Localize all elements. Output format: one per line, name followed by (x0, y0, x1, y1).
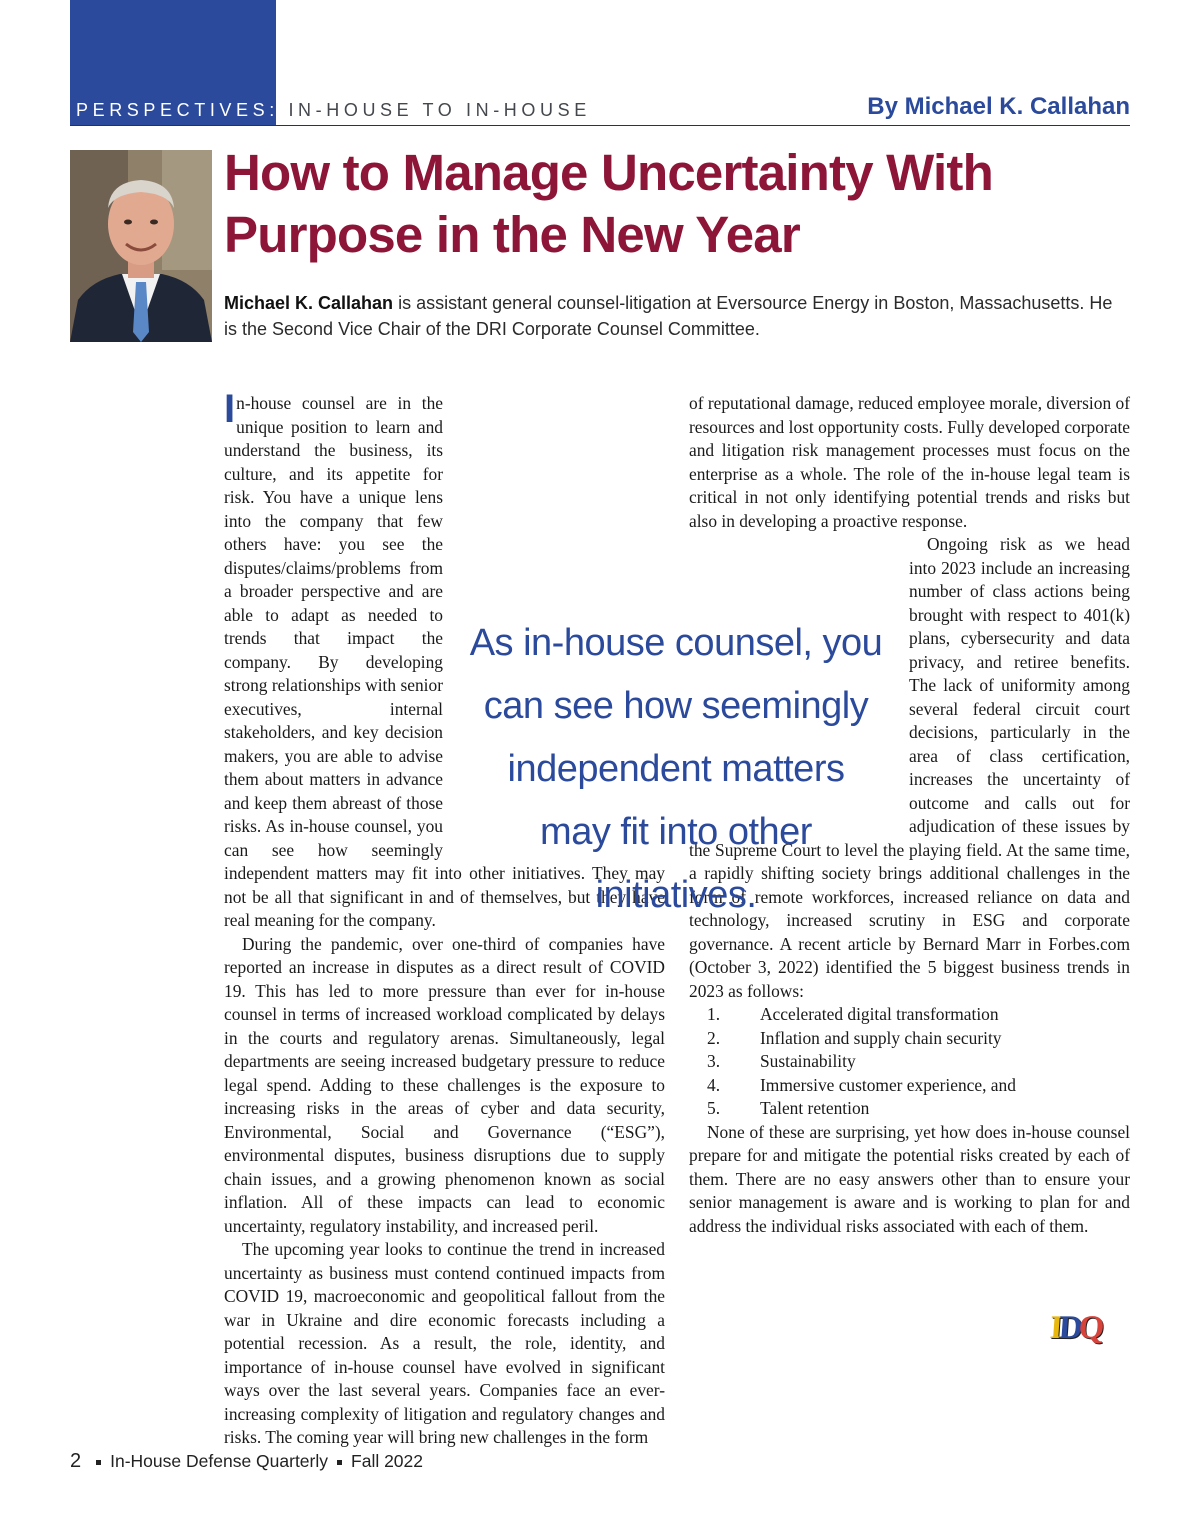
list-item-number: 1. (707, 1004, 721, 1024)
logo-letter-i: I (1048, 1310, 1061, 1346)
section-label-primary: PERSPECTIVES: (76, 100, 279, 120)
list-item-text: Talent retention (760, 1098, 870, 1118)
trends-list (689, 1003, 1130, 1121)
list-item (689, 1027, 1130, 1051)
list-item-text: Inflation and supply chain security (760, 1027, 1002, 1048)
paragraph-6: None of these are surprising, yet how does in-house counsel prepare for and mitigate the potential risks created by each of them. There are no easy answers other than to ensure your senior management is aware and is working to plan for and address the individual risks associated with each of them. (689, 1121, 1130, 1236)
pull-quote: As in-house counsel, you can see how seemingly independent matters may fit into other initiatives. (469, 622, 883, 916)
logo-letter-d: D (1057, 1310, 1080, 1346)
list-item (689, 1003, 1130, 1027)
paragraph-4: of reputational damage, reduced employee morale, diversion of resources and lost opportunity costs. Fully developed corporate and litigation risk management processes must focus on the enterprise as a whole. The role of the in-house legal team is critical in not only identifying potential trends and risks but also in developing a proactive response. (689, 393, 1130, 531)
footer-bullet (337, 1460, 342, 1465)
list-item-number: 5. (707, 1098, 721, 1118)
byline: By Michael K. Callahan (867, 93, 1130, 120)
list-item-text: Immersive customer experience, and (760, 1074, 1016, 1095)
paragraph-3: The upcoming year looks to continue the trend in increased uncertainty as business must contend continued impacts from COVID 19, macroeconomic and geopolitical fallout from the war in Ukraine and dire economic forecasts including a potential recession. As a result, the role, identity, and importance of in-house counsel have evolved in significant ways over the last several years. Companies face an ever-increasing complexity of litigation and regulatory changes and risks. The coming year will bring new challenges in the form (224, 1239, 665, 1447)
issue-label: Fall 2022 (351, 1451, 424, 1471)
drop-cap: I (224, 387, 236, 431)
page-number: 2 (70, 1450, 82, 1472)
list-item-number: 3. (707, 1051, 721, 1071)
publication-name: In-House Defense Quarterly (110, 1451, 329, 1471)
list-item-text: Accelerated digital transformation (760, 1004, 999, 1024)
page-footer (70, 1450, 423, 1472)
paragraph-5-text: Ongoing risk as we head into 2023 include an increasing number of class actions being brought with respect to 401(k) plans, cybersecurity and data privacy, and retiree benefits. The lack of uniformity among several federal circuit court decisions, particularly in the area of class certification, increases the uncertainty of outcome and calls out for adjudication of these issues by the Supreme Court to level the playing field. At the same time, a rapidly shifting society brings additional challenges in the form of remote workforces, increased reliance on data and technology, increased scrutiny in ESG and corporate governance. A recent article by Bernard Marr in Forbes.com (October 3, 2022) identified the 5 biggest business trends in 2023 as follows: (689, 534, 1130, 1001)
author-photo (70, 150, 212, 342)
section-label-secondary: IN-HOUSE TO IN-HOUSE (288, 100, 591, 120)
footer-bullet (96, 1460, 101, 1465)
idq-logo (1049, 1308, 1102, 1348)
author-portrait-image (70, 150, 212, 342)
list-item (689, 1050, 1130, 1074)
list-item-number: 4. (707, 1074, 721, 1095)
author-bio (224, 290, 1124, 342)
author-bio-text: is assistant general counsel-litigation at Eversource Energy in Boston, Massachusetts. He is the Second Vice Chair of the DRI Corporate Counsel Committee. (224, 293, 1113, 339)
list-item (689, 1074, 1130, 1098)
header-rule (70, 125, 1130, 126)
paragraph-2: During the pandemic, over one-third of companies have reported an increase in disputes as a direct result of COVID 19. This has led to more pressure than ever for in-house counsel in terms of increased workload complicated by delays in the courts and regulatory arenas. Simultaneously, legal departments are seeing increased budgetary pressure to reduce legal spend. Adding to these challenges is the exposure to increasing risks in the areas of cyber and data security, Environmental, Social and Governance (“ESG”), environmental disputes, business disruptions due to supply chain issues, and a growing phenomenon known as social inflation. All of these impacts can lead to economic uncertainty, regulatory instability, and increased peril. (224, 933, 665, 1236)
article-title: How to Manage Uncertainty With Purpose in the New Year (224, 144, 993, 263)
section-label (76, 99, 591, 121)
list-item-number: 2. (707, 1027, 721, 1048)
author-name: Michael K. Callahan (224, 293, 394, 313)
paragraph-1-text: n-house counsel are in the unique position to learn and understand the business, its culture, and its appetite for risk. You have a unique lens into the company that few others have: you see the disputes/claims/problems from a broader perspective and are able to adapt as needed to trends that impact the company. By developing strong relationships with senior executives, internal stakeholders, and key decision makers, you are able to advise them about matters in advance and keep them abreast of those risks. As in-house counsel, you can see how seemingly independent matters may fit into other initiatives. They may not be all that significant in and of themselves, but they have real meaning for the company. (224, 393, 665, 930)
list-item-text: Sustainability (760, 1051, 856, 1071)
list-item (689, 1097, 1130, 1121)
logo-letter-q: Q (1077, 1310, 1102, 1346)
